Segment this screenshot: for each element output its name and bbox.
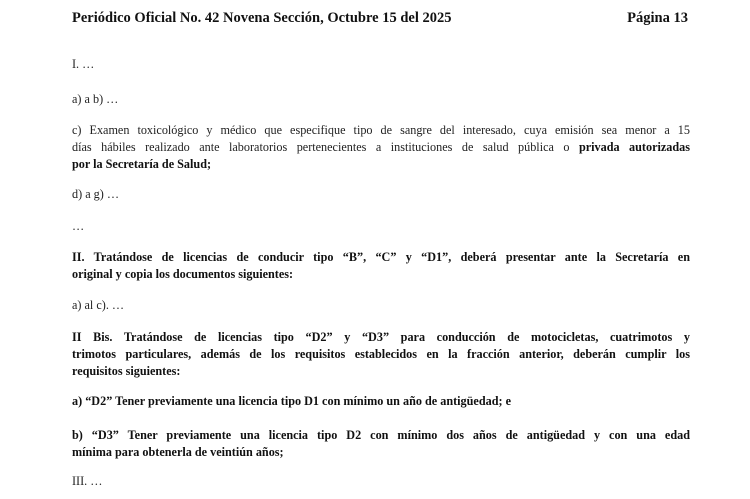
paragraph-fraction-iii: III. … [72,474,103,488]
page-header [72,10,688,27]
paragraph-c-line-1: c) Examen toxicológico y médico que especifique tipo de sangre del interesado, cuya emisión sea menor a 15 [72,123,690,137]
paragraph-a-to-b: a) a b) … [72,92,119,106]
paragraph-c-line-2 [72,139,690,156]
paragraph-fraction-ii [72,249,690,283]
paragraph-fraction-i: I. … [72,57,95,71]
paragraph-ellipsis: … [72,219,85,233]
paragraph-d3-line-2: mínima para obtenerla de veintiún años; [72,445,284,459]
paragraph-d2-requirement: a) “D2” Tener previamente una licencia tipo D1 con mínimo un año de antigüedad; e [72,394,511,408]
paragraph-fraction-ii-bis [72,329,690,380]
paragraph-d-to-g: d) a g) … [72,187,120,201]
paragraph-c-exam [72,122,690,173]
paragraph-ii-bis-line-2: trimotos particulares, además de los requisitos establecidos en la fracción anterior, deberán cumplir los [72,347,690,361]
paragraph-ii-line-1: II. Tratándose de licencias de conducir tipo “B”, “C” y “D1”, deberá presentar ante la Secretaría en [72,250,690,264]
paragraph-c-line-2-normal: días hábiles realizado ante laboratorios pertenecientes a instituciones de salud pública o [72,140,579,154]
paragraph-ii-bis-line-1: II Bis. Tratándose de licencias tipo “D2” y “D3” para conducción de motocicletas, cuatrimotos y [72,330,690,344]
paragraph-d3-line-1: b) “D3” Tener previamente una licencia tipo D2 con mínimo dos años de antigüedad y con una edad [72,428,690,442]
paragraph-d3-requirement [72,427,690,461]
paragraph-c-line-3: por la Secretaría de Salud; [72,157,212,171]
paragraph-a-to-c: a) al c). … [72,298,125,312]
header-page-number: Página 13 [627,10,688,26]
paragraph-ii-bis-line-3: requisitos siguientes: [72,364,181,378]
header-title: Periódico Oficial No. 42 Novena Sección, Octubre 15 del 2025 [72,10,452,26]
paragraph-ii-line-2: original y copia los documentos siguientes: [72,267,294,281]
paragraph-c-line-2-bold: privada autorizadas [578,140,690,154]
